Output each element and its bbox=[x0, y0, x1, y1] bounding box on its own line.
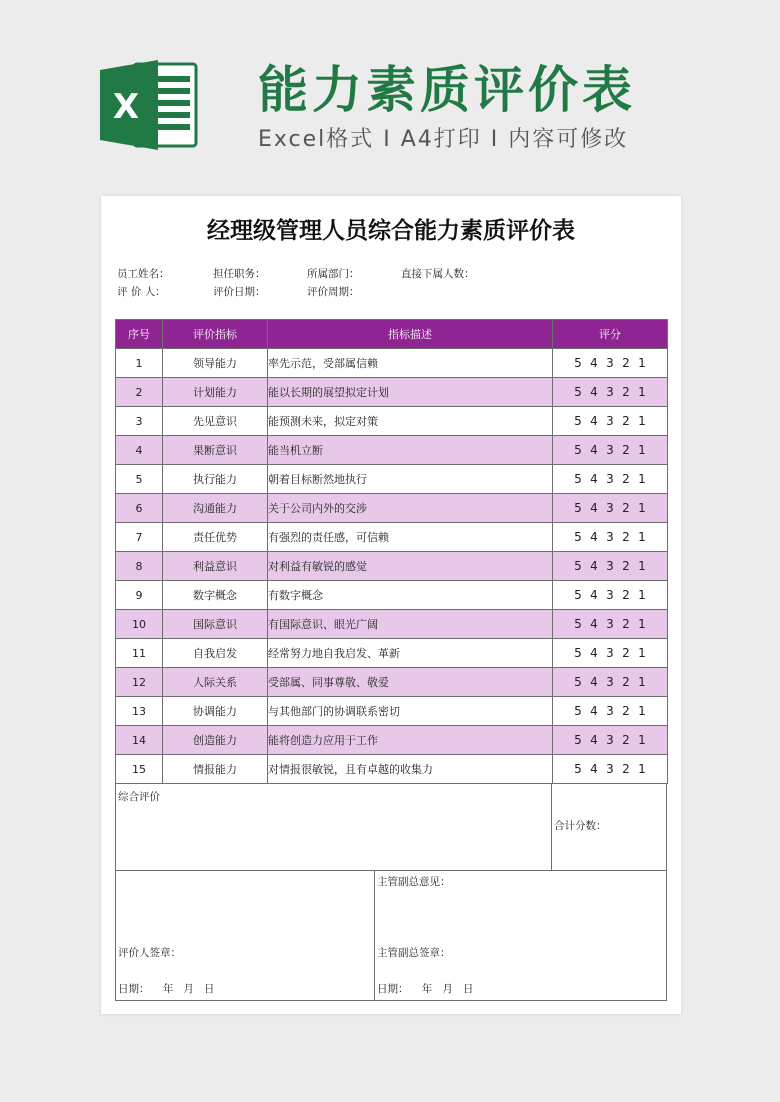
row-score-options[interactable] bbox=[553, 436, 668, 465]
score-option[interactable]: 5 bbox=[574, 472, 582, 486]
row-indicator: 国际意识 bbox=[163, 610, 268, 639]
score-option[interactable]: 4 bbox=[590, 356, 598, 370]
employee-name-label: 员工姓名： bbox=[117, 268, 170, 280]
row-number: 8 bbox=[116, 552, 163, 581]
score-option[interactable]: 1 bbox=[638, 617, 646, 631]
score-option[interactable]: 1 bbox=[638, 559, 646, 573]
row-number: 15 bbox=[116, 755, 163, 784]
row-indicator: 数字概念 bbox=[163, 581, 268, 610]
score-option[interactable]: 4 bbox=[590, 559, 598, 573]
score-option[interactable]: 3 bbox=[606, 704, 614, 718]
row-number: 4 bbox=[116, 436, 163, 465]
row-number: 3 bbox=[116, 407, 163, 436]
row-score-options[interactable] bbox=[553, 639, 668, 668]
score-option[interactable]: 3 bbox=[606, 530, 614, 544]
score-option[interactable]: 3 bbox=[606, 385, 614, 399]
header-score: 评分 bbox=[553, 320, 668, 349]
summary-section bbox=[115, 783, 667, 1001]
score-option[interactable]: 2 bbox=[622, 385, 630, 399]
excel-logo-icon bbox=[100, 58, 200, 152]
score-option[interactable]: 1 bbox=[638, 414, 646, 428]
table-row bbox=[116, 523, 668, 552]
row-score-options[interactable] bbox=[553, 378, 668, 407]
score-option[interactable]: 2 bbox=[622, 762, 630, 776]
row-description: 有国际意识、眼光广阔 bbox=[268, 610, 553, 639]
row-score-options[interactable] bbox=[553, 494, 668, 523]
department-label: 所属部门： bbox=[307, 268, 360, 280]
row-indicator: 利益意识 bbox=[163, 552, 268, 581]
position-label: 担任职务： bbox=[213, 268, 266, 280]
score-option[interactable]: 5 bbox=[574, 646, 582, 660]
row-description: 能以长期的展望拟定计划 bbox=[268, 378, 553, 407]
score-option[interactable]: 1 bbox=[638, 530, 646, 544]
row-description: 有数字概念 bbox=[268, 581, 553, 610]
supervisor-date-label: 日期： 年 月 日 bbox=[377, 983, 474, 995]
score-option[interactable]: 3 bbox=[606, 356, 614, 370]
row-indicator: 果断意识 bbox=[163, 436, 268, 465]
table-row bbox=[116, 552, 668, 581]
row-indicator: 责任优势 bbox=[163, 523, 268, 552]
score-option[interactable]: 4 bbox=[590, 646, 598, 660]
row-indicator: 情报能力 bbox=[163, 755, 268, 784]
score-option[interactable]: 3 bbox=[606, 443, 614, 457]
score-option[interactable]: 4 bbox=[590, 385, 598, 399]
subordinates-label: 直接下属人数： bbox=[401, 268, 475, 280]
score-option[interactable]: 4 bbox=[590, 704, 598, 718]
score-option[interactable]: 2 bbox=[622, 675, 630, 689]
table-row bbox=[116, 581, 668, 610]
row-number: 5 bbox=[116, 465, 163, 494]
document-title: 经理级管理人员综合能力素质评价表 bbox=[207, 218, 575, 244]
row-description: 朝着目标断然地执行 bbox=[268, 465, 553, 494]
score-option[interactable]: 5 bbox=[574, 501, 582, 515]
row-description: 能预测未来，拟定对策 bbox=[268, 407, 553, 436]
table-row bbox=[116, 610, 668, 639]
total-score-label: 合计分数： bbox=[554, 820, 607, 832]
row-description: 关于公司内外的交涉 bbox=[268, 494, 553, 523]
banner bbox=[0, 0, 780, 190]
row-indicator: 自我启发 bbox=[163, 639, 268, 668]
score-option[interactable]: 2 bbox=[622, 472, 630, 486]
score-option[interactable]: 1 bbox=[638, 443, 646, 457]
row-number: 1 bbox=[116, 349, 163, 378]
score-option[interactable]: 3 bbox=[606, 559, 614, 573]
document-sheet bbox=[101, 196, 681, 1014]
score-option[interactable]: 2 bbox=[622, 559, 630, 573]
table-row bbox=[116, 494, 668, 523]
table-row bbox=[116, 465, 668, 494]
score-option[interactable]: 5 bbox=[574, 762, 582, 776]
row-indicator: 创造能力 bbox=[163, 726, 268, 755]
row-indicator: 协调能力 bbox=[163, 697, 268, 726]
banner-subtitle: Excel格式 I A4打印 I 内容可修改 bbox=[258, 127, 629, 152]
table-row bbox=[116, 726, 668, 755]
row-score-options[interactable] bbox=[553, 726, 668, 755]
score-option[interactable]: 5 bbox=[574, 617, 582, 631]
row-description: 受部属、同事尊敬、敬爱 bbox=[268, 668, 553, 697]
score-option[interactable]: 5 bbox=[574, 733, 582, 747]
score-option[interactable]: 5 bbox=[574, 530, 582, 544]
row-score-options[interactable] bbox=[553, 755, 668, 784]
score-option[interactable]: 5 bbox=[574, 356, 582, 370]
logo-letter: X bbox=[112, 87, 140, 127]
row-score-options[interactable] bbox=[553, 349, 668, 378]
score-option[interactable]: 5 bbox=[574, 675, 582, 689]
row-number: 9 bbox=[116, 581, 163, 610]
score-option[interactable]: 4 bbox=[590, 617, 598, 631]
score-option[interactable]: 5 bbox=[574, 559, 582, 573]
row-indicator: 沟通能力 bbox=[163, 494, 268, 523]
score-option[interactable]: 4 bbox=[590, 414, 598, 428]
score-option[interactable]: 3 bbox=[606, 414, 614, 428]
row-score-options[interactable] bbox=[553, 610, 668, 639]
score-option[interactable]: 3 bbox=[606, 617, 614, 631]
row-number: 12 bbox=[116, 668, 163, 697]
score-option[interactable]: 3 bbox=[606, 588, 614, 602]
row-number: 10 bbox=[116, 610, 163, 639]
score-option[interactable]: 4 bbox=[590, 675, 598, 689]
score-option[interactable]: 2 bbox=[622, 530, 630, 544]
row-number: 13 bbox=[116, 697, 163, 726]
score-option[interactable]: 4 bbox=[590, 733, 598, 747]
score-option[interactable]: 2 bbox=[622, 704, 630, 718]
score-option[interactable]: 5 bbox=[574, 414, 582, 428]
row-number: 11 bbox=[116, 639, 163, 668]
score-option[interactable]: 3 bbox=[606, 501, 614, 515]
row-description: 能当机立断 bbox=[268, 436, 553, 465]
table-row bbox=[116, 697, 668, 726]
score-option[interactable]: 3 bbox=[606, 762, 614, 776]
row-number: 7 bbox=[116, 523, 163, 552]
score-option[interactable]: 5 bbox=[574, 385, 582, 399]
info-row-2 bbox=[101, 284, 681, 300]
score-option[interactable]: 5 bbox=[574, 588, 582, 602]
score-option[interactable]: 3 bbox=[606, 472, 614, 486]
table-row bbox=[116, 407, 668, 436]
score-option[interactable]: 2 bbox=[622, 414, 630, 428]
row-description: 有强烈的责任感，可信赖 bbox=[268, 523, 553, 552]
evaluation-period-label: 评价周期： bbox=[307, 286, 360, 298]
score-option[interactable]: 4 bbox=[590, 762, 598, 776]
table-row bbox=[116, 639, 668, 668]
score-option[interactable]: 1 bbox=[638, 501, 646, 515]
score-option[interactable]: 3 bbox=[606, 675, 614, 689]
row-score-options[interactable] bbox=[553, 465, 668, 494]
table-header-row bbox=[116, 320, 668, 349]
score-option[interactable]: 2 bbox=[622, 588, 630, 602]
score-option[interactable]: 3 bbox=[606, 646, 614, 660]
score-option[interactable]: 2 bbox=[622, 356, 630, 370]
score-option[interactable]: 2 bbox=[622, 443, 630, 457]
row-description: 能将创造力应用于工作 bbox=[268, 726, 553, 755]
score-option[interactable]: 1 bbox=[638, 588, 646, 602]
score-option[interactable]: 1 bbox=[638, 356, 646, 370]
table-row bbox=[116, 668, 668, 697]
score-option[interactable]: 5 bbox=[574, 704, 582, 718]
row-description: 经常努力地自我启发、革新 bbox=[268, 639, 553, 668]
score-option[interactable]: 4 bbox=[590, 472, 598, 486]
score-option[interactable]: 4 bbox=[590, 501, 598, 515]
row-description: 对情报很敏锐，且有卓越的收集力 bbox=[268, 755, 553, 784]
score-option[interactable]: 4 bbox=[590, 530, 598, 544]
evaluator-date-label: 日期： 年 月 日 bbox=[118, 983, 215, 995]
evaluation-table bbox=[115, 319, 668, 784]
score-option[interactable]: 4 bbox=[590, 588, 598, 602]
evaluation-date-label: 评价日期： bbox=[213, 286, 266, 298]
row-score-options[interactable] bbox=[553, 581, 668, 610]
row-description: 率先示范，受部属信赖 bbox=[268, 349, 553, 378]
row-number: 2 bbox=[116, 378, 163, 407]
row-score-options[interactable] bbox=[553, 523, 668, 552]
score-option[interactable]: 2 bbox=[622, 617, 630, 631]
supervisor-opinion-label: 主管副总意见： bbox=[377, 876, 451, 888]
row-description: 与其他部门的协调联系密切 bbox=[268, 697, 553, 726]
row-score-options[interactable] bbox=[553, 697, 668, 726]
score-option[interactable]: 1 bbox=[638, 733, 646, 747]
row-number: 14 bbox=[116, 726, 163, 755]
row-indicator: 人际关系 bbox=[163, 668, 268, 697]
row-indicator: 执行能力 bbox=[163, 465, 268, 494]
score-option[interactable]: 2 bbox=[622, 733, 630, 747]
table-row bbox=[116, 378, 668, 407]
table-body bbox=[116, 349, 668, 784]
score-option[interactable]: 2 bbox=[622, 646, 630, 660]
banner-title: 能力素质评价表 bbox=[258, 61, 636, 119]
score-option[interactable]: 1 bbox=[638, 762, 646, 776]
row-score-options[interactable] bbox=[553, 668, 668, 697]
row-number: 6 bbox=[116, 494, 163, 523]
score-option[interactable]: 2 bbox=[622, 501, 630, 515]
score-option[interactable]: 1 bbox=[638, 675, 646, 689]
row-indicator: 先见意识 bbox=[163, 407, 268, 436]
table-row bbox=[116, 755, 668, 784]
score-option[interactable]: 5 bbox=[574, 443, 582, 457]
row-description: 对利益有敏锐的感觉 bbox=[268, 552, 553, 581]
table-row bbox=[116, 349, 668, 378]
row-score-options[interactable] bbox=[553, 552, 668, 581]
header-indicator: 评价指标 bbox=[163, 320, 268, 349]
info-row-1 bbox=[101, 266, 681, 282]
overall-evaluation-label: 综合评价 bbox=[118, 791, 160, 803]
evaluator-signature-label: 评价人签章： bbox=[118, 947, 181, 959]
row-score-options[interactable] bbox=[553, 407, 668, 436]
row-indicator: 领导能力 bbox=[163, 349, 268, 378]
row-indicator: 计划能力 bbox=[163, 378, 268, 407]
header-number: 序号 bbox=[116, 320, 163, 349]
score-option[interactable]: 4 bbox=[590, 443, 598, 457]
header-description: 指标描述 bbox=[268, 320, 553, 349]
evaluator-label: 评 价 人： bbox=[117, 286, 166, 298]
score-option[interactable]: 1 bbox=[638, 704, 646, 718]
score-option[interactable]: 1 bbox=[638, 646, 646, 660]
score-option[interactable]: 1 bbox=[638, 385, 646, 399]
score-option[interactable]: 3 bbox=[606, 733, 614, 747]
supervisor-signature-label: 主管副总签章： bbox=[377, 947, 451, 959]
score-option[interactable]: 1 bbox=[638, 472, 646, 486]
table-row bbox=[116, 436, 668, 465]
